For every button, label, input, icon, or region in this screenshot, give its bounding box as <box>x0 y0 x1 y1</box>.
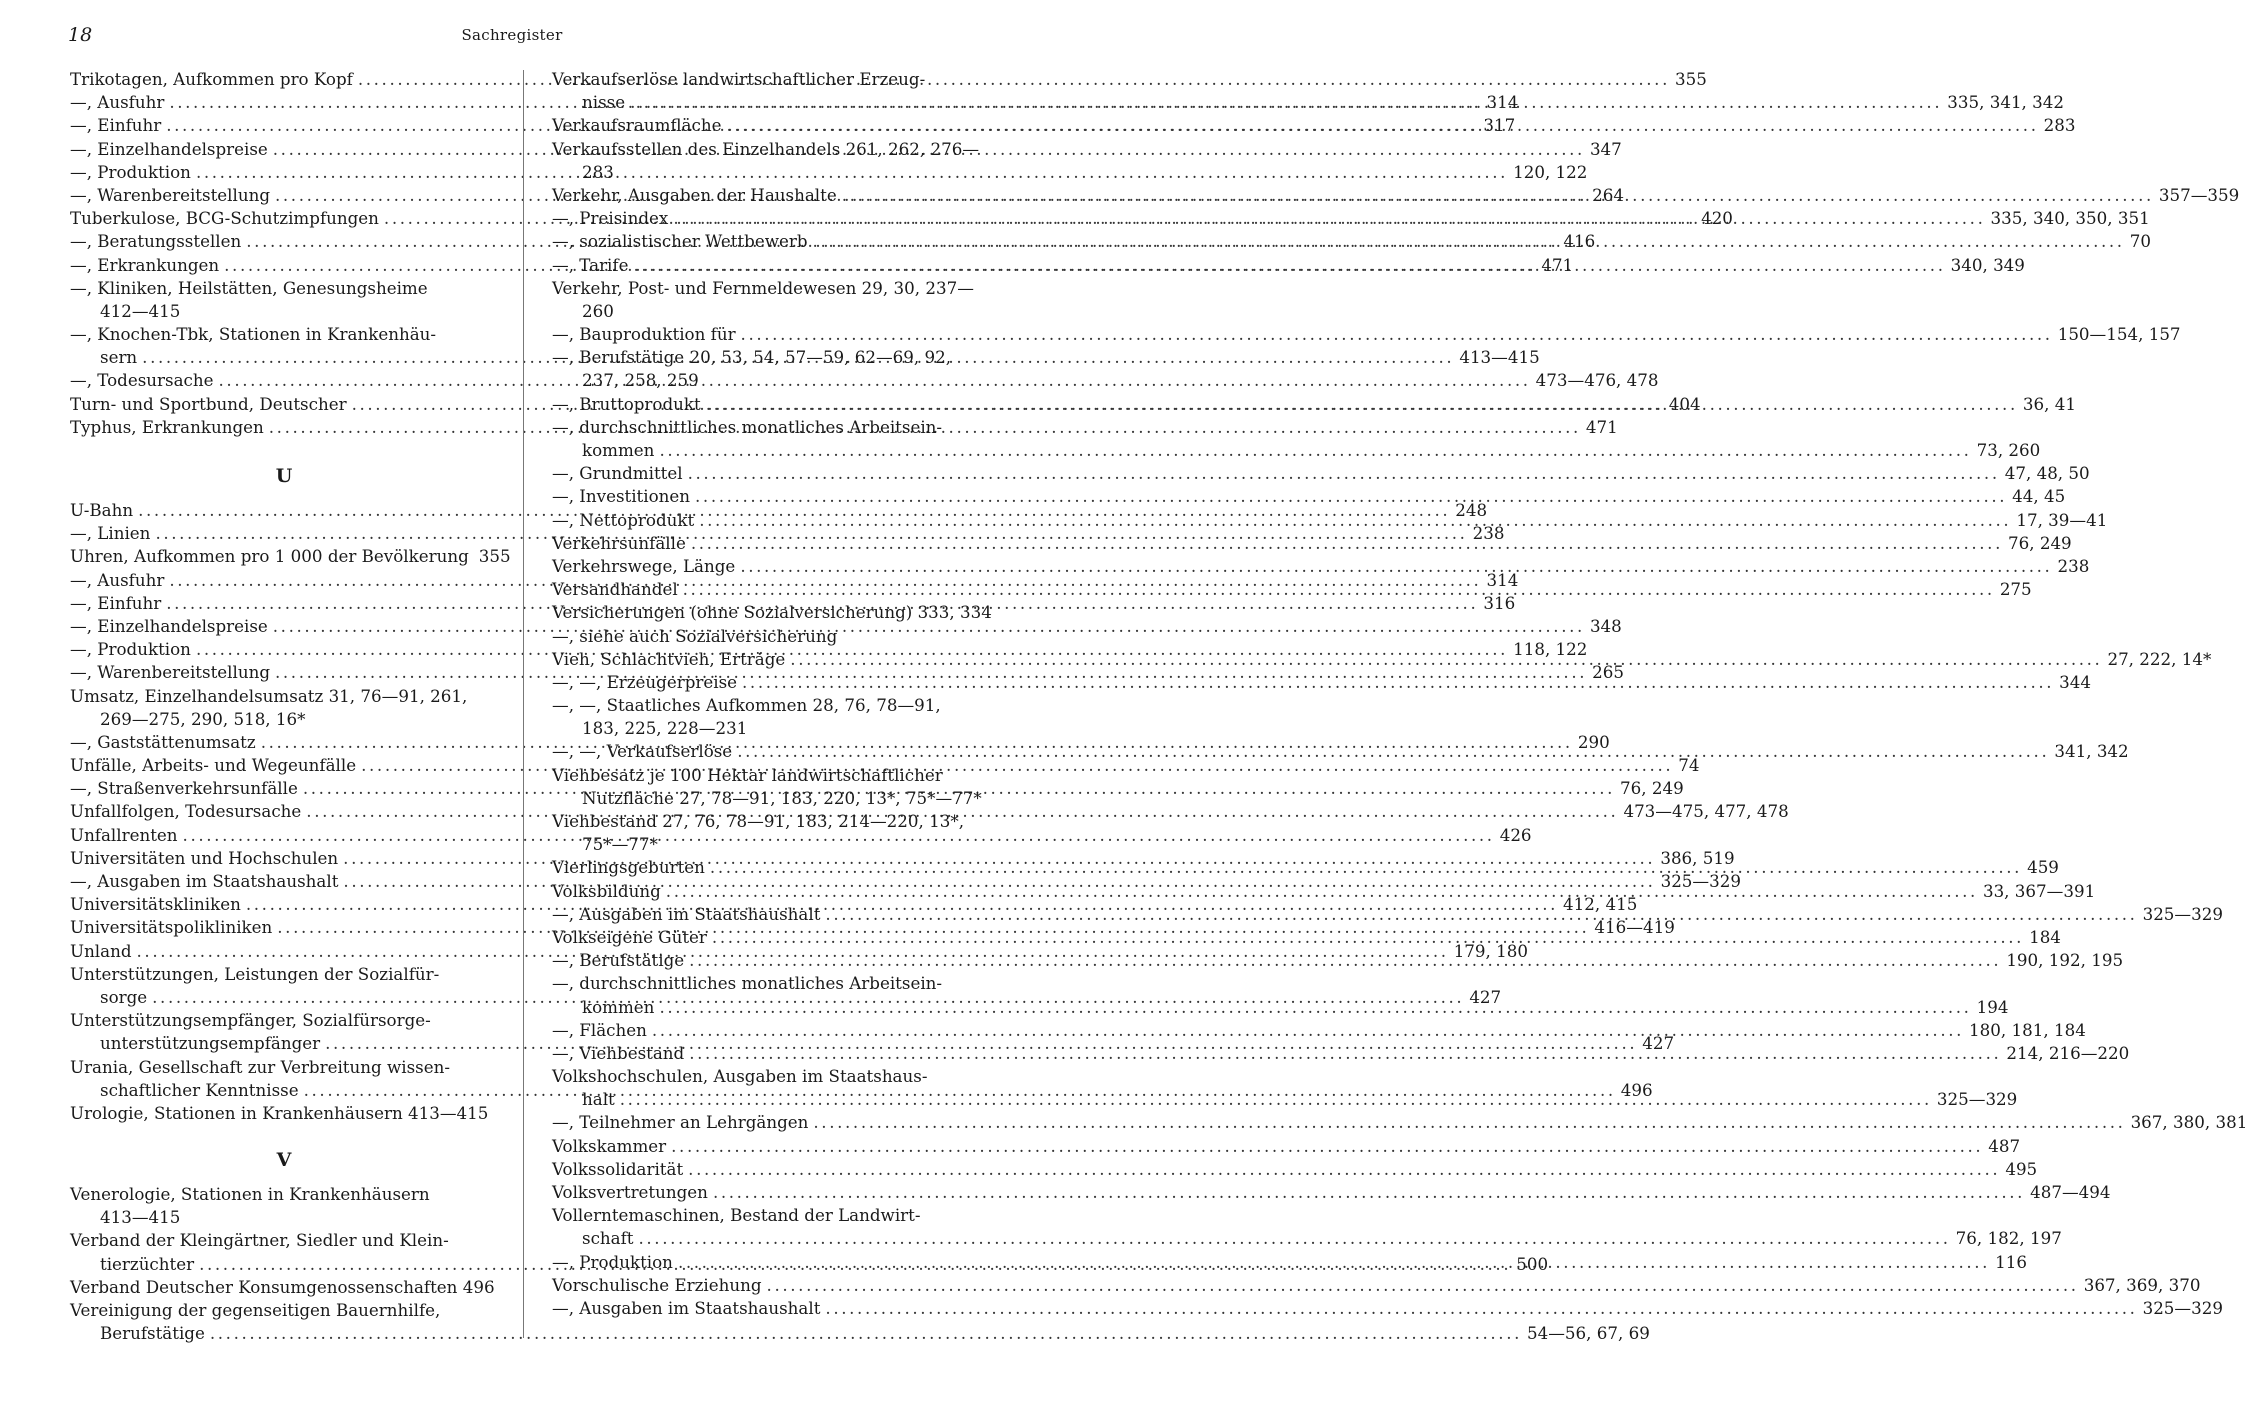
index-term: Volkseigene Güter <box>552 926 707 947</box>
index-entry <box>552 601 992 624</box>
index-term: Berufstätige <box>100 1323 205 1344</box>
index-line <box>552 972 980 995</box>
index-term: tierzüchter <box>100 1253 195 1274</box>
leader-dots <box>639 1227 1951 1250</box>
page-reference: 386, 519 <box>1660 847 1735 868</box>
leader-dots <box>713 1181 2025 1204</box>
index-entry <box>552 1111 2247 1134</box>
section-letter-v: V <box>276 1149 292 1172</box>
page-reference: 116 <box>1995 1251 2027 1272</box>
index-line <box>552 1181 2111 1204</box>
index-entry <box>552 555 2090 578</box>
page-reference: 416 <box>1563 231 1596 252</box>
page-reference: 459 <box>2027 857 2059 878</box>
index-line <box>552 416 980 439</box>
index-term: Tuberkulose, BCG-Schutzimpfungen <box>70 208 379 229</box>
index-term: Vorschulische Erziehung <box>552 1274 762 1295</box>
page-reference: 54—56, 67, 69 <box>1527 1323 1650 1344</box>
page-reference: 76, 249 <box>2007 532 2072 553</box>
leader-dots <box>842 184 2154 207</box>
page-reference: 325—329 <box>2142 903 2223 924</box>
index-term: 412—415 <box>100 300 181 321</box>
page-reference: 33, 367—391 <box>1982 880 2096 901</box>
index-term: sorge <box>100 986 148 1007</box>
index-term: —, Produktion <box>552 1251 673 1272</box>
index-line <box>552 787 980 810</box>
index-term: —, Viehbestand <box>552 1042 685 1063</box>
index-term: unterstützungsempfänger <box>100 1033 321 1054</box>
index-term: —, Kliniken, Heilstätten, Genesungsheime <box>70 277 428 298</box>
page-reference: 265 <box>1592 662 1625 683</box>
index-line <box>552 1019 2086 1042</box>
leader-dots <box>689 949 2001 972</box>
page-reference: 426 <box>1499 824 1532 845</box>
index-term: —, —, Staatliches Aufkommen 28, 76, 78—91, <box>552 695 941 716</box>
index-entry <box>552 346 980 392</box>
index-term: —, Knochen-Tbk, Stationen in Krankenhäu- <box>70 324 437 345</box>
index-entry <box>552 1181 2111 1204</box>
index-term: —, Teilnehmer an Lehrgängen <box>552 1112 809 1133</box>
index-term: Verkaufsstellen des Einzelhandels 261, 262, 276— <box>552 138 980 159</box>
page-reference: 325—329 <box>1660 871 1741 891</box>
index-term: Umsatz, Einzelhandelsumsatz 31, 76—91, 261, <box>70 685 468 706</box>
leader-dots <box>737 740 2049 763</box>
leader-dots <box>695 485 2007 508</box>
index-line <box>552 439 2041 462</box>
leader-dots <box>813 1111 2125 1134</box>
page-reference: 314 <box>1486 92 1519 113</box>
index-term: kommen <box>582 440 655 460</box>
index-term: Verkehr, Ausgaben der Haushalte <box>552 184 837 205</box>
index-line <box>70 1183 498 1206</box>
page-reference: 473—476, 478 <box>1535 370 1659 391</box>
index-term: —, Ausgaben im Staatshaushalt <box>70 871 339 891</box>
index-term: Uhren, Aufkommen pro 1 000 der Bevölkerung <box>70 546 469 567</box>
index-line <box>552 1065 980 1088</box>
index-term: Vieh, Schlachtvieh, Erträge <box>552 648 786 669</box>
index-line <box>552 833 980 856</box>
index-term: —, Linien <box>70 523 151 544</box>
leader-dots <box>210 1322 1522 1345</box>
index-entry <box>70 1183 498 1229</box>
index-line <box>552 810 980 833</box>
leader-dots <box>710 856 2022 879</box>
leader-dots <box>666 880 1978 903</box>
index-term: —, Investitionen <box>552 486 691 507</box>
index-term: Urania, Gesellschaft zur Verbreitung wissen- <box>70 1056 451 1077</box>
leader-dots <box>688 462 2000 485</box>
index-term: Unterstützungsempfänger, Sozialfürsorge- <box>70 1010 431 1031</box>
leader-dots <box>741 323 2053 346</box>
index-term: —, durchschnittliches monatliches Arbeitsein- <box>552 973 943 994</box>
page-reference: 180, 181, 184 <box>1969 1019 2086 1040</box>
index-term: —, Grundmittel <box>552 463 683 484</box>
page-reference: 214, 216—220 <box>2006 1042 2130 1063</box>
page-reference: 290 <box>1577 731 1610 752</box>
index-term: Versicherungen (ohne Sozialversicherung) 333, 334 <box>552 602 992 623</box>
page-reference: 120, 122 <box>1513 161 1588 182</box>
index-term: —, Todesursache <box>70 370 214 391</box>
page-reference: 471 <box>1585 416 1618 437</box>
index-term: Volksvertretungen <box>552 1182 708 1202</box>
index-line <box>70 708 498 731</box>
page-reference: 471 <box>1541 254 1574 275</box>
page-reference: 348 <box>1589 615 1622 636</box>
index-entry <box>552 1297 2223 1320</box>
index-line <box>552 68 980 91</box>
index-term: Verband Deutscher Konsumgenossenschaften 496 <box>70 1276 495 1297</box>
index-entry <box>70 545 511 568</box>
index-term: 260 <box>582 300 614 321</box>
index-term: Turn- und Sportbund, Deutscher <box>70 393 347 414</box>
index-entry <box>552 1019 2086 1042</box>
page-reference: 341, 342 <box>2054 741 2129 762</box>
leader-dots <box>620 1088 1932 1111</box>
index-entry <box>552 462 2090 485</box>
page-reference: 44, 45 <box>2012 486 2066 507</box>
page-reference: 487—494 <box>2030 1182 2111 1202</box>
page-reference: 495 <box>2005 1158 2038 1179</box>
leader-dots <box>712 926 2024 949</box>
index-term: 269—275, 290, 518, 16* <box>100 708 306 729</box>
index-term: Nutzfläche 27, 78—91, 183, 220, 13*, 75*—77* <box>582 787 982 808</box>
index-term: 183, 225, 228—231 <box>582 718 748 739</box>
page-reference: 36, 41 <box>2022 393 2076 414</box>
page-reference: 275 <box>1999 579 2032 600</box>
index-term: schaft <box>582 1228 634 1249</box>
index-term: Vollerntemaschinen, Bestand der Landwirt- <box>552 1205 921 1226</box>
index-line <box>70 323 498 346</box>
index-term: Verkaufserlöse landwirtschaftlicher Erzeug- <box>552 69 926 89</box>
page-reference: 283 <box>2043 115 2076 136</box>
index-line <box>552 717 980 740</box>
index-term: —, Ausfuhr <box>70 569 165 590</box>
index-entry <box>70 1102 498 1125</box>
index-line <box>70 685 498 708</box>
index-term: schaftlicher Kenntnisse <box>100 1079 299 1100</box>
index-term: —, Bruttoprodukt <box>552 393 701 414</box>
index-line <box>552 1274 2201 1297</box>
page-reference: 367, 369, 370 <box>2083 1274 2201 1295</box>
page-reference: 473—475, 477, 478 <box>1623 801 1789 822</box>
index-line <box>552 462 2090 485</box>
page-reference: 404 <box>1668 393 1701 414</box>
page-reference: 73, 260 <box>1976 440 2041 460</box>
page-reference: 344 <box>2059 671 2092 692</box>
index-term: Viehbestand 27, 76, 78—91, 183, 214—220, 13*, <box>552 811 965 831</box>
index-term: Trikotagen, Aufkommen pro Kopf <box>70 69 353 89</box>
index-entry <box>70 1276 498 1299</box>
index-term: Universitäten und Hochschulen <box>70 847 339 868</box>
index-term: —, Nettoprodukt <box>552 509 695 530</box>
index-term: nisse <box>582 92 626 113</box>
page-reference: 487 <box>1988 1135 2021 1156</box>
page-reference: 427 <box>1469 986 1502 1007</box>
page-reference: 325—329 <box>2142 1297 2223 1318</box>
column-divider <box>523 70 524 1338</box>
leader-dots <box>767 1274 2079 1297</box>
index-term: —, Warenbereitstellung <box>70 662 270 683</box>
index-term: —, Beratungsstellen <box>70 231 242 252</box>
index-term: 237, 258, 259 <box>582 370 699 391</box>
page-reference: 416—419 <box>1594 917 1675 938</box>
leader-dots <box>706 393 2018 416</box>
index-line <box>70 300 498 323</box>
index-line <box>552 601 992 624</box>
section-letter-u: U <box>275 465 293 487</box>
index-term: —, Produktion <box>70 161 191 182</box>
index-term: —, siehe auch Sozialversicherung <box>552 625 838 646</box>
leader-dots <box>691 532 2003 555</box>
index-term: —, Berufstätige 20, 53, 54, 57—59, 62—69, 92, <box>552 347 952 368</box>
index-entry <box>70 685 498 731</box>
index-line <box>552 138 980 161</box>
page-reference: 367, 380, 381 <box>2130 1112 2247 1133</box>
index-term: 75*—77* <box>582 834 658 855</box>
index-line <box>552 764 980 787</box>
index-term: Verkaufsraumfläche <box>552 115 722 136</box>
page-reference: 70 <box>2129 231 2151 252</box>
index-line <box>552 485 2066 508</box>
index-term: Volkshochschulen, Ausgaben im Staatshaus- <box>552 1066 928 1087</box>
page-reference: 314 <box>1486 569 1519 590</box>
leader-dots <box>726 114 2038 137</box>
page-reference: 264 <box>1592 184 1625 205</box>
index-term: —, —, Verkaufserlöse <box>552 741 733 762</box>
index-term: Volkssolidarität <box>552 1158 684 1179</box>
index-term: —, Einfuhr <box>70 592 162 613</box>
index-term: kommen <box>582 996 655 1017</box>
page-reference: 317 <box>1483 115 1516 136</box>
index-term: Volkskammer <box>552 1135 667 1156</box>
index-entry <box>552 1158 2038 1181</box>
running-head: Sachregister <box>461 26 563 44</box>
index-term: —, sozialistischer Wettbewerb <box>552 231 808 252</box>
page-reference: 500 <box>1516 1253 1549 1274</box>
page-reference: 76, 249 <box>1620 778 1684 799</box>
index-term: Unfallfolgen, Todesursache <box>70 801 302 822</box>
index-term: Unfallrenten <box>70 824 178 845</box>
index-term: —, Berufstätige <box>552 950 685 971</box>
leader-dots <box>699 509 2011 532</box>
index-term: —, Ausgaben im Staatshaushalt <box>552 903 821 924</box>
leader-dots <box>689 1042 2001 1065</box>
page-reference: 427 <box>1642 1033 1675 1054</box>
index-term: Verband der Kleingärtner, Siedler und Klein- <box>70 1230 449 1251</box>
index-line <box>552 1227 2062 1250</box>
index-entry <box>552 1274 2201 1297</box>
index-term: —, Einzelhandelspreise <box>70 138 268 159</box>
index-line <box>70 1206 498 1229</box>
leader-dots <box>740 555 2052 578</box>
page-reference: 238 <box>1472 523 1505 544</box>
page-reference: 412, 415 <box>1563 894 1638 915</box>
page-reference: 17, 39—41 <box>2016 509 2108 530</box>
index-line <box>70 1276 498 1299</box>
index-line <box>70 963 498 986</box>
index-term: —, —, Erzeugerpreise <box>552 671 738 692</box>
index-line <box>552 277 980 300</box>
index-line <box>552 555 2090 578</box>
leader-dots <box>813 230 2125 253</box>
index-term: Verkehrsunfälle <box>552 532 686 553</box>
index-term: Vierlingsgeburten <box>552 857 705 878</box>
page-reference: 335, 341, 342 <box>1947 92 2065 113</box>
index-entry <box>552 1135 2021 1158</box>
index-entry <box>552 323 2181 346</box>
index-line <box>70 1102 498 1125</box>
index-line <box>70 277 498 300</box>
index-line <box>70 545 511 568</box>
index-line <box>552 625 980 648</box>
index-entry <box>552 485 2066 508</box>
index-term: —, Bauproduktion für <box>552 324 736 345</box>
index-term: —, Ausgaben im Staatshaushalt <box>552 1297 821 1318</box>
page-reference: 347 <box>1589 138 1622 159</box>
index-entry <box>552 694 980 740</box>
index-line <box>70 1056 498 1079</box>
index-line <box>552 369 980 392</box>
index-term: Unfälle, Arbeits- und Wegeunfälle <box>70 755 357 776</box>
index-line <box>552 1135 2021 1158</box>
page-reference: 27, 222, 14* <box>2107 648 2212 669</box>
index-term: Unland <box>70 940 132 961</box>
index-term: —, Preisindex <box>552 208 669 229</box>
index-term: —, durchschnittliches monatliches Arbeitsein- <box>552 416 943 437</box>
index-term: Universitätskliniken <box>70 894 241 915</box>
index-term: Unterstützungen, Leistungen der Sozialfür- <box>70 963 440 984</box>
leader-dots <box>630 91 1942 114</box>
index-term: Typhus, Erkrankungen <box>70 416 264 437</box>
index-entry <box>552 764 980 810</box>
leader-dots <box>688 1158 2000 1181</box>
page-reference: 355 <box>478 546 511 567</box>
index-line <box>70 1009 498 1032</box>
page-reference: 357—359 <box>2158 184 2240 205</box>
page-reference: 47, 48, 50 <box>2004 463 2090 484</box>
page-reference: 74 <box>1678 755 1700 776</box>
leader-dots <box>790 648 2102 671</box>
page-reference: 190, 192, 195 <box>2006 950 2124 971</box>
index-term: —, Einfuhr <box>70 115 162 136</box>
leader-dots <box>825 903 2137 926</box>
index-term: —, Gaststättenumsatz <box>70 731 256 752</box>
index-entry <box>552 1204 2062 1250</box>
index-term: sern <box>100 347 138 368</box>
index-term: halt <box>582 1089 615 1110</box>
index-term: Urologie, Stationen in Krankenhäusern 413—415 <box>70 1102 489 1123</box>
page-reference: 325—329 <box>1936 1089 2018 1110</box>
page-number: 18 <box>68 24 93 46</box>
index-line <box>552 161 980 184</box>
index-line <box>552 323 2181 346</box>
leader-dots <box>652 1019 1964 1042</box>
index-term: Venerologie, Stationen in Krankenhäusern <box>70 1184 430 1205</box>
index-term: Volksbildung <box>552 880 661 901</box>
index-entry <box>552 138 980 184</box>
index-entry <box>70 277 498 323</box>
leader-dots <box>659 996 1971 1019</box>
leader-dots <box>633 254 1945 277</box>
index-term: Universitätspolikliniken <box>70 917 273 938</box>
index-term: —, Flächen <box>552 1019 647 1040</box>
index-entry <box>552 625 980 648</box>
page-reference: 413—415 <box>1459 347 1540 368</box>
index-entry <box>552 277 980 323</box>
page-reference: 355 <box>1674 69 1707 89</box>
index-line <box>70 1322 1650 1345</box>
index-term: Versandhandel <box>552 579 678 600</box>
index-term: —, Einzelhandelspreise <box>70 615 268 636</box>
page-reference: 194 <box>1976 996 2009 1017</box>
leader-dots <box>673 207 1985 230</box>
index-line <box>552 694 980 717</box>
page-reference: 76, 182, 197 <box>1955 1228 2062 1249</box>
index-term: 413—415 <box>100 1207 181 1228</box>
page-reference: 118, 122 <box>1513 639 1588 660</box>
leader-dots <box>825 1297 2137 1320</box>
page-reference: 335, 340, 350, 351 <box>1990 208 2150 229</box>
page-reference: 420 <box>1701 208 1733 229</box>
index-line <box>552 1111 2247 1134</box>
leader-dots <box>659 439 1971 462</box>
page-reference: 248 <box>1455 500 1488 520</box>
page-reference: 150—154, 157 <box>2057 324 2181 345</box>
page-reference: 238 <box>2057 555 2090 576</box>
index-line <box>552 346 980 369</box>
index-term: —, Straßenverkehrsunfälle <box>70 778 298 799</box>
index-line <box>552 300 980 323</box>
index-line <box>70 1229 498 1252</box>
leader-dots <box>742 671 2054 694</box>
index-term: 283 <box>582 161 614 182</box>
index-term: —, Warenbereitstellung <box>70 184 270 205</box>
index-term: —, Ausfuhr <box>70 92 165 113</box>
index-term: —, Produktion <box>70 639 191 660</box>
index-term: —, Tarife <box>552 254 629 275</box>
index-line <box>552 1158 2038 1181</box>
leader-dots <box>671 1135 1983 1158</box>
page-reference: 179, 180 <box>1453 940 1528 961</box>
leader-dots <box>683 578 1995 601</box>
page-reference: 316 <box>1483 592 1516 613</box>
leader-dots <box>678 1251 1990 1274</box>
index-term: —, Erkrankungen <box>70 254 220 275</box>
index-term: U-Bahn <box>70 500 134 520</box>
index-term: Verkehrswege, Länge <box>552 555 736 576</box>
index-term: Verkehr, Post- und Fernmeldewesen 29, 30, 237— <box>552 277 974 298</box>
index-line <box>552 1297 2223 1320</box>
page-reference: 496 <box>1620 1079 1653 1100</box>
page-reference: 340, 349 <box>1950 254 2025 275</box>
index-entry <box>552 810 980 856</box>
index-term: Viehbesatz je 100 Hektar landwirtschaftlicher <box>552 764 943 785</box>
page-reference: 184 <box>2029 926 2061 947</box>
index-line <box>552 1204 980 1227</box>
index-term: Vereinigung der gegenseitigen Bauernhilfe, <box>70 1300 441 1320</box>
index-line <box>70 1299 498 1322</box>
